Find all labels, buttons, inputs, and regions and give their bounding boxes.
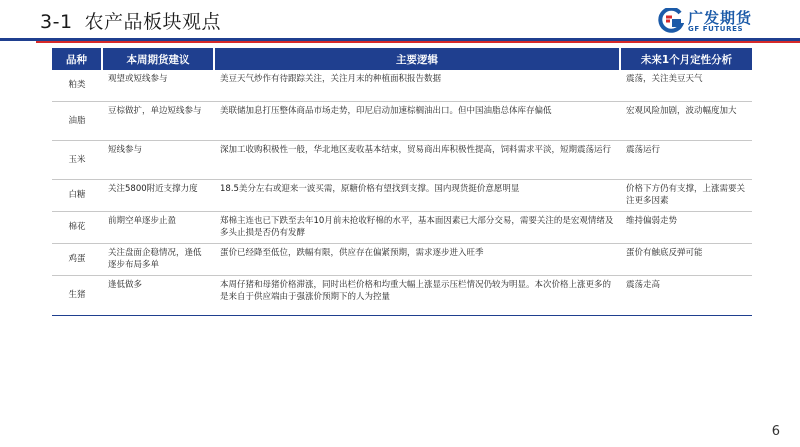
table-row (52, 70, 752, 101)
product-cell: 白糖 (52, 179, 102, 211)
col-header-product: 品种 (52, 48, 102, 70)
gf-futures-logo (658, 6, 778, 36)
product-cell: 鸡蛋 (52, 243, 102, 275)
table-row (52, 211, 752, 243)
logic-cell: 美联储加息打压整体商品市场走势，印尼启动加速棕榈油出口。但中国油脂总体库存偏低 (214, 101, 620, 140)
table-header-row (52, 48, 752, 70)
advice-cell: 逢低做多 (102, 275, 214, 315)
logic-cell: 蛋价已经降至低位，跌幅有限，供应存在偏紧预期，需求逐步进入旺季 (214, 243, 620, 275)
table-row (52, 179, 752, 211)
outlook-cell: 价格下方仍有支撑，上涨需要关注更多因素 (620, 179, 752, 211)
product-cell: 油脂 (52, 101, 102, 140)
header-divider-red (36, 41, 800, 43)
logic-cell: 18.5美分左右或迎来一波买需，原糖价格有望找到支撑。国内现货挺价意愿明显 (214, 179, 620, 211)
col-header-advice: 本周期货建议 (102, 48, 214, 70)
col-header-outlook: 未来1个月定性分析 (620, 48, 752, 70)
logic-cell: 郑棉主连也已下跌至去年10月前未抢收籽棉的水平，基本面因素已大部分交易，需要关注的是宏观情绪及多头止损是否仍有发酵 (214, 211, 620, 243)
page-number: 6 (771, 424, 780, 439)
table-row (52, 140, 752, 179)
table-row (52, 101, 752, 140)
outlook-cell: 蛋价有触底反弹可能 (620, 243, 752, 275)
outlook-cell: 震荡运行 (620, 140, 752, 179)
advice-cell: 关注5800附近支撑力度 (102, 179, 214, 211)
agri-outlook-table (52, 48, 752, 316)
page-title (40, 7, 221, 34)
table-row (52, 275, 752, 315)
product-cell: 玉米 (52, 140, 102, 179)
product-cell: 粕类 (52, 70, 102, 101)
logic-cell: 美豆天气炒作有待跟踪关注，关注月末的种植面积报告数据 (214, 70, 620, 101)
advice-cell: 前期空单逐步止盈 (102, 211, 214, 243)
outlook-cell: 震荡，关注美豆天气 (620, 70, 752, 101)
col-header-logic: 主要逻辑 (214, 48, 620, 70)
logic-cell: 深加工收购积极性一般，华北地区麦收基本结束，贸易商出库积极性提高，饲料需求平淡，短期震荡运行 (214, 140, 620, 179)
logic-cell: 本周仔猪和母猪价格滞涨，同时出栏价格和均重大幅上涨显示压栏情况仍较为明显。本次价格上涨更多的是来自于供应端由于强涨价预期下的人为控量 (214, 275, 620, 315)
outlook-cell: 宏观风险加剧，波动幅度加大 (620, 101, 752, 140)
advice-cell: 豆棕做扩，单边短线参与 (102, 101, 214, 140)
outlook-cell: 震荡走高 (620, 275, 752, 315)
table-row (52, 243, 752, 275)
outlook-cell: 维持偏弱走势 (620, 211, 752, 243)
advice-cell: 观望或短线参与 (102, 70, 214, 101)
logo-en-text: GF FUTURES (688, 25, 744, 33)
product-cell: 棉花 (52, 211, 102, 243)
product-cell: 生猪 (52, 275, 102, 315)
logo-cn-text: 广发期货 (688, 9, 753, 27)
gf-logo-icon (658, 8, 684, 34)
advice-cell: 关注盘面企稳情况，逢低逐步布局多单 (102, 243, 214, 275)
section-number: 3-1 (40, 11, 73, 33)
title-text: 农产品板块观点 (84, 11, 222, 33)
advice-cell: 短线参与 (102, 140, 214, 179)
